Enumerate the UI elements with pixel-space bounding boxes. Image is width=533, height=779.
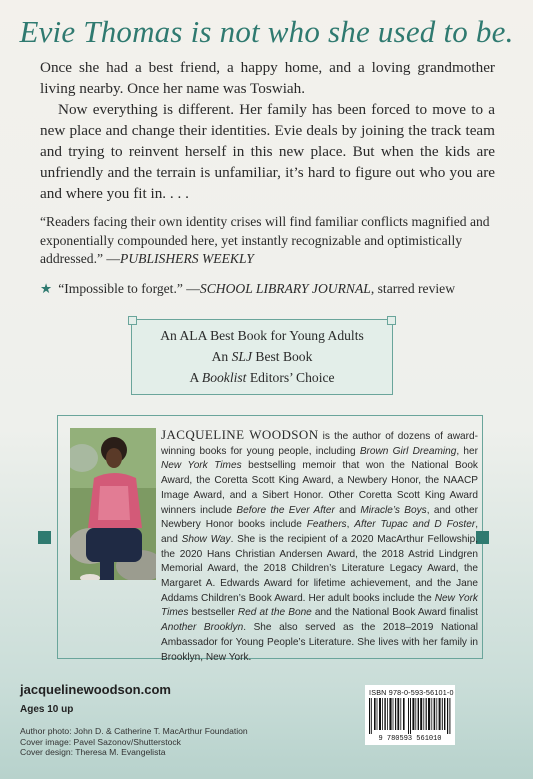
award-italic: Booklist (201, 370, 247, 385)
credit-cover-image: Cover image: Pavel Sazonov/Shutterstock (20, 736, 181, 747)
book-title: Before the Ever After (236, 504, 335, 516)
author-bio (161, 428, 478, 665)
award-text: An (211, 349, 232, 364)
blurb-paragraph-1: Once she had a best friend, a happy home, and a loving grandmother living nearby. Once her name was Toswiah. (40, 59, 495, 97)
award-italic: SLJ (231, 349, 252, 364)
review-suffix: , starred review (370, 281, 456, 296)
award-line (132, 346, 392, 367)
blurb (40, 57, 495, 204)
isbn-label: ISBN 978-0-593-56101-0 (369, 688, 454, 697)
book-title: Feathers (306, 519, 347, 531)
author-photo-illustration (70, 428, 156, 580)
book-title: Another Brooklyn (161, 622, 244, 634)
blurb-paragraph-2: Now everything is different. Her family has been forced to move to a new place and change their identities. Evie deals by joining the track team and trying to reinvent herself in this new place. But when the kids are unfriendly and the terrain is unfamiliar, it’s hard to figure out who you are and where you fit in. . . . (40, 101, 495, 202)
award-text: Best Book (251, 349, 313, 364)
website-link[interactable]: jacquelinewoodson.com (20, 682, 171, 697)
bio-text: . She is the recipient of a 2020 MacArthur Fellowship, the 2020 Hans Christian Andersen Award, the 2018 Astrid Lindgren Memorial Award, the 2018 Children’s Literature Legacy Award, the Margaret A. Edwards Award for lifetime achievement, and the Jane Addams Children’s Book Award. Her adult books include the (161, 533, 478, 604)
bio-text: and (334, 504, 361, 516)
author-photo (70, 428, 156, 580)
award-line: An ALA Best Book for Young Adults (160, 328, 364, 343)
review-publishers-weekly (40, 213, 492, 269)
book-title: Show Way (181, 533, 231, 545)
book-title: Miracle’s Boys (360, 504, 427, 516)
star-icon: ★ (40, 281, 53, 296)
publication-title: New York Times (161, 592, 478, 619)
bio-text: , her (456, 445, 478, 457)
review-text: “Readers facing their own identity crises will find familiar conflicts magnified and exponentially compounded here, yet instantly recognizable and optimistically addressed.” — (40, 214, 490, 266)
publication-title: New York Times (161, 460, 242, 472)
review-slj (40, 281, 500, 297)
award-text: Editors’ Choice (246, 370, 335, 385)
barcode-number: 9 780593 561010 (378, 735, 442, 743)
bio-text: . She also served as the 2018–2019 National Ambassador for Young People’s Literature. She lives with her family in Brooklyn, New York. (161, 622, 478, 663)
barcode-icon (369, 698, 451, 734)
credits (20, 726, 320, 758)
bio-text: , and (161, 519, 478, 545)
bio-text: and the National Book Award finalist (311, 607, 478, 619)
bio-text: bestseller (188, 607, 238, 619)
frame-square-left (38, 531, 51, 544)
credit-cover-design: Cover design: Theresa M. Evangelista (20, 747, 166, 757)
review-source: SCHOOL LIBRARY JOURNAL (199, 281, 371, 296)
bio-text: bestselling memoir that won the National Book Award, the Coretta Scott King Award, a Newbery Honor, the NAACP Image Award, and a Sibert Honor. Other Coretta Scott King Award winners include (161, 460, 478, 516)
credit-photo: Author photo: John D. & Catherine T. MacArthur Foundation (20, 726, 248, 736)
bio-text: , and other Newbery Honor books include (161, 504, 479, 531)
author-name: JACQUELINE WOODSON (161, 427, 319, 442)
book-title: After Tupac and D Foster (354, 519, 476, 531)
awards-box (131, 319, 393, 395)
book-title: Red at the Bone (237, 607, 312, 619)
review-text: “Impossible to forget.” — (58, 281, 200, 296)
tagline: Evie Thomas is not who she used to be. (19, 14, 514, 49)
bio-text: is the author of dozens of award-winning books for young people, including (161, 431, 479, 457)
bio-text: , (346, 519, 355, 531)
award-text: A (189, 370, 202, 385)
book-title: Brown Girl Dreaming (359, 445, 457, 457)
age-range: Ages 10 up (20, 704, 74, 715)
review-source: PUBLISHERS WEEKLY (120, 251, 254, 266)
award-line (132, 367, 392, 388)
